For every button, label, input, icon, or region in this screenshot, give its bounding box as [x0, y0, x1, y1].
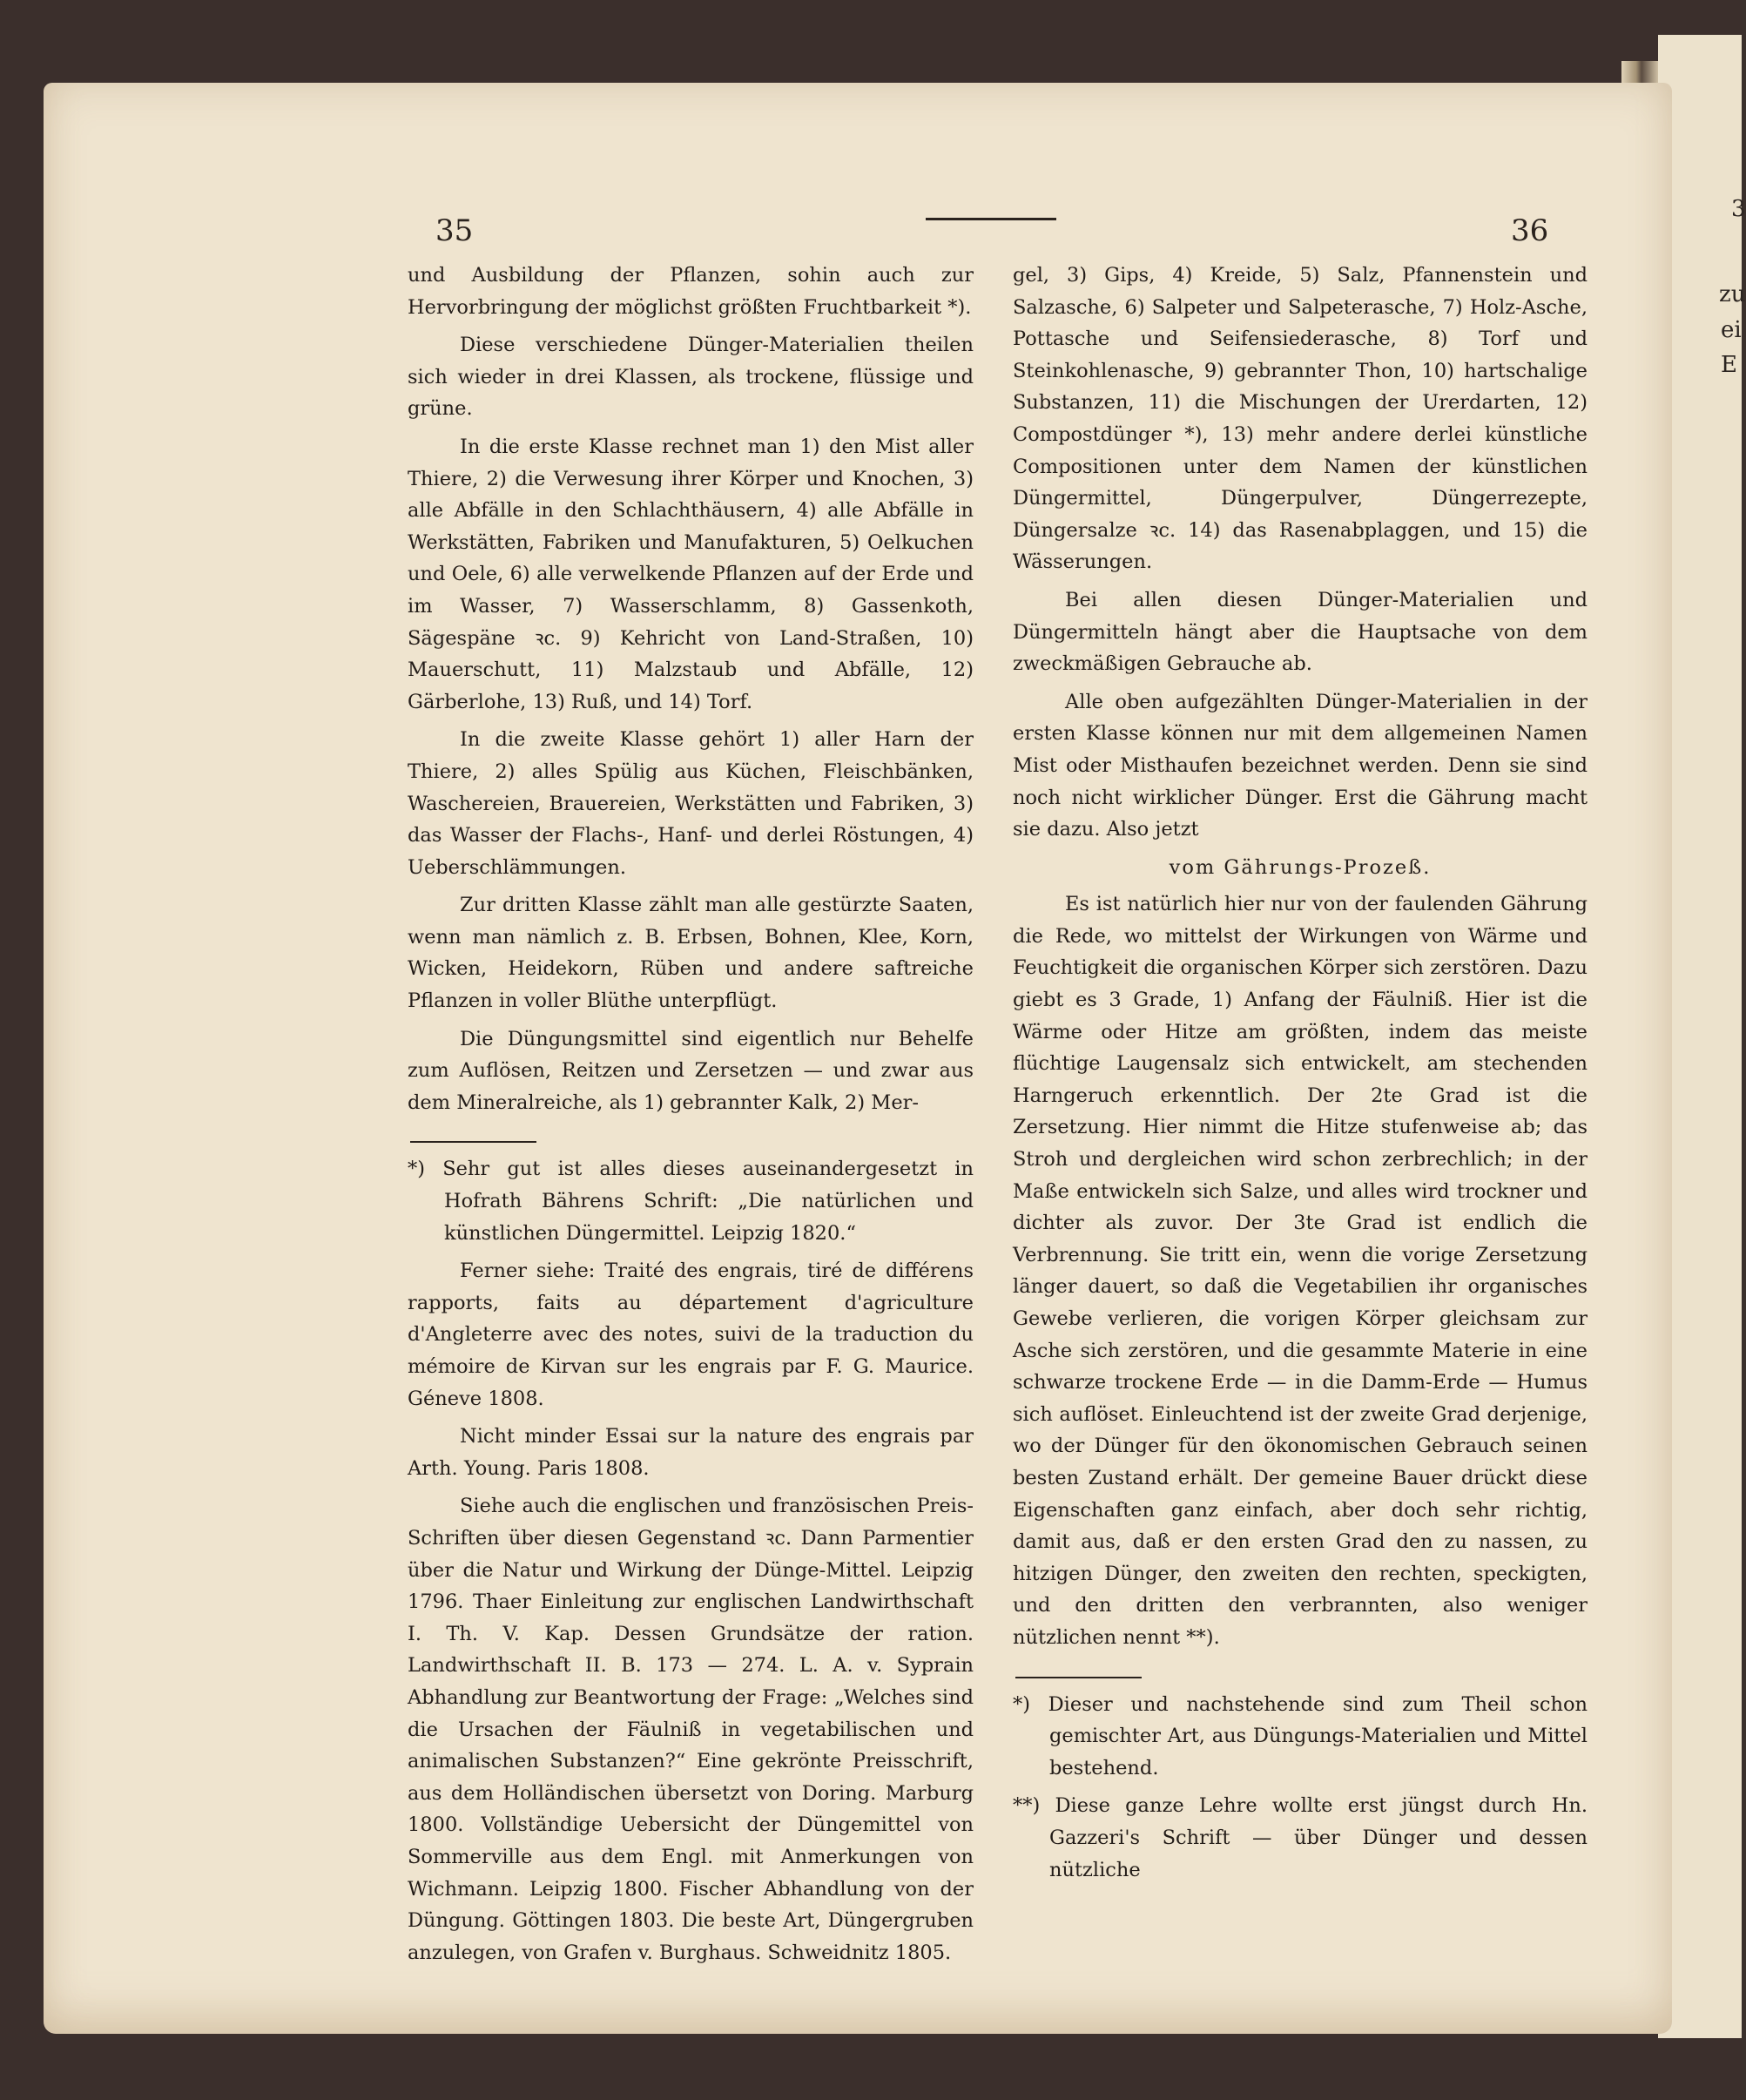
footnote: Ferner siehe: Traité des engrais, tiré de différens rapports, faits au département d'agriculture d'Angleterre avec des notes, suivi de la traduction du mémoire de Kirvan sur les engrais par F. G. Maurice. Géneve 1808. [408, 1259, 974, 1410]
footnote: *) Sehr gut ist alles dieses auseinandergesetzt in Hofrath Bährens Schrift: „Die natürlichen und künstlichen Düngermittel. Leipzig 1820.“ [408, 1158, 974, 1245]
adjacent-page-fragment: zu [1719, 281, 1746, 307]
adjacent-page-fragment: ei [1721, 317, 1742, 343]
paragraph: Alle oben aufgezählten Dünger-Materialien in der ersten Klasse können nur mit dem allgemeinen Namen Mist oder Misthaufen bezeichnet werden. Denn sie sind noch nicht wirklicher Dünger. Erst die Gährung macht sie dazu. Also jetzt [1013, 690, 1588, 841]
page-number-left: 35 [435, 213, 474, 248]
right-column [1013, 260, 1588, 1892]
footnote: **) Diese ganze Lehre wollte erst jüngst durch Hn. Gazzeri's Schrift — über Dünger und dessen nützliche [1013, 1794, 1588, 1881]
adjacent-page-fragment: 3 [1731, 196, 1746, 222]
paragraph: Es ist natürlich hier nur von der faulenden Gährung die Rede, wo mittelst der Wirkungen von Wärme und Feuchtigkeit die organischen Körper sich zerstören. Dazu giebt es 3 Grade, 1) Anfang der Fäulniß. Hier ist die Wärme oder Hitze am größten, indem das meiste flüchtige Laugensalz sich entwickelt, am stechenden Harngeruch erkenntlich. Der 2te Grad ist die Zersetzung. Hier nimmt die Hitze stufenweise ab; das Stroh und dergleichen wird schon zerbrechlich; in der Maße entwickeln sich Salze, und alles wird trockner und dichter als zuvor. Der 3te Grad ist endlich die Verbrennung. Sie tritt ein, wenn die vorige Zersetzung länger dauert, so daß die Vegetabilien ihr organisches Gewebe verlieren, die vorigen Körper gleichsam zur Asche sich zerstören, und die gesammte Materie in eine schwarze trockene Erde — in die Damm-Erde — Humus sich auflöset. Einleuchtend ist der zweite Grad derjenige, wo der Dünger für den ökonomischen Gebrauch seinen besten Zustand erhält. Der gemeine Bauer drückt diese Eigenschaften ganz einfach, aber doch sehr richtig, damit aus, daß er den ersten Grad den zu nassen, zu hitzigen Dünger, den zweiten den rechten, speckigten, und den dritten den verbrannten, also weniger nützlichen nennt **). [1013, 893, 1588, 1649]
page-number-right: 36 [1511, 213, 1549, 248]
paragraph: Zur dritten Klasse zählt man alle gestürzte Saaten, wenn man nämlich z. B. Erbsen, Bohnen, Klee, Korn, Wicken, Heidekorn, Rüben und andere saftreiche Pflanzen in voller Blüthe unterpflügt. [408, 894, 974, 1013]
header-rule [926, 218, 1056, 220]
section-heading: vom Gährungs-Prozeß. [1169, 855, 1432, 879]
paragraph: Die Düngungsmittel sind eigentlich nur Behelfe zum Auflösen, Reitzen und Zersetzen — und zwar aus dem Mineralreiche, als 1) gebrannter Kalk, 2) Mer- [408, 1027, 974, 1114]
footnote: *) Dieser und nachstehende sind zum Theil schon gemischter Art, aus Düngungs-Materialien und Mittel bestehend. [1013, 1692, 1588, 1779]
paragraph: In die zweite Klasse gehört 1) aller Harn der Thiere, 2) alles Spülig aus Küchen, Fleischbänken, Waschereien, Brauereien, Werkstätten und Fabriken, 3) das Wasser der Flachs-, Hanf- und derlei Röstungen, 4) Ueberschlämmungen. [408, 728, 974, 879]
footnote: Siehe auch die englischen und französischen Preis-Schriften über diesen Gegenstand ꝛc. Dann Parmentier über die Natur und Wirkung der Dünge-Mittel. Leipzig 1796. Thaer Einleitung zur englischen Landwirthschaft I. Th. V. Kap. Dessen Grundsätze der ration. Landwirthschaft II. B. 173 — 274. L. A. v. Syprain Abhandlung zur Beantwortung der Frage: „Welches sind die Ursachen der Fäulniß in vegetabilischen und animalischen Substanzen?“ Eine gekrönte Preisschrift, aus dem Holländischen übersetzt von Doring. Marburg 1800. Vollständige Uebersicht der Düngemittel von Sommerville aus dem Engl. mit Anmerkungen von Wichmann. Leipzig 1800. Fischer Abhandlung von der Düngung. Göttingen 1803. Die beste Art, Düngergruben anzulegen, von Grafen v. Burghaus. Schweidnitz 1805. [408, 1495, 974, 1964]
left-column [408, 260, 974, 1975]
footnote-rule [1015, 1677, 1142, 1678]
adjacent-page-fragment: E [1721, 352, 1737, 378]
footnote-rule [410, 1141, 536, 1143]
paragraph: Diese verschiedene Dünger-Materialien theilen sich wieder in drei Klassen, als trockene, flüssige und grüne. [408, 334, 974, 421]
paragraph: gel, 3) Gips, 4) Kreide, 5) Salz, Pfannenstein und Salzasche, 6) Salpeter und Salpeterasche, 7) Holz-Asche, Pottasche und Seifensiederasche, 8) Torf und Steinkohlenasche, 9) gebrannter Thon, 10) hartschalige Substanzen, 11) die Mischungen der Urerdarten, 12) Compostdünger *), 13) mehr andere derlei künstliche Compositionen unter dem Namen der künstlichen Düngermittel, Düngerpulver, Düngerrezepte, Düngersalze ꝛc. 14) das Rasenabplaggen, und 15) die Wässerungen. [1013, 264, 1588, 574]
paragraph: In die erste Klasse rechnet man 1) den Mist aller Thiere, 2) die Verwesung ihrer Körper und Knochen, 3) alle Abfälle in den Schlachthäusern, 4) alle Abfälle in Werkstätten, Fabriken und Manufakturen, 5) Oelkuchen und Oele, 6) alle verwelkende Pflanzen auf der Erde und im Wasser, 7) Wasserschlamm, 8) Gassenkoth, Sägespäne ꝛc. 9) Kehricht von Land-Straßen, 10) Mauerschutt, 11) Malzstaub und Abfälle, 12) Gärberlohe, 13) Ruß, und 14) Torf. [408, 435, 974, 713]
paragraph: Bei allen diesen Dünger-Materialien und Düngermitteln hängt aber die Hauptsache von dem zweckmäßigen Gebrauche ab. [1013, 588, 1588, 676]
footnote: Nicht minder Essai sur la nature des engrais par Arth. Young. Paris 1808. [408, 1425, 974, 1480]
paragraph: und Ausbildung der Pflanzen, sohin auch zur Hervorbringung der möglichst größten Fruchtbarkeit *). [408, 264, 974, 319]
